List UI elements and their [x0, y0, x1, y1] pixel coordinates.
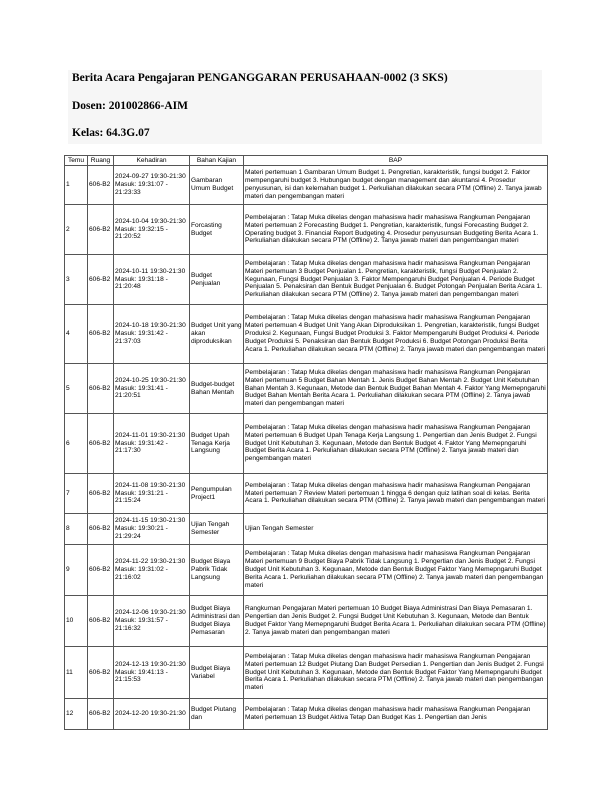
class-line: Kelas: 64.3G.07	[72, 127, 150, 139]
cell-kehadiran: 2024-11-01 19:30-21:30 Masuk: 19:31:42 - 21:17:30	[114, 414, 190, 474]
cell-bahan-kajian: Budget Biaya Variabel	[190, 647, 244, 699]
cell-bahan-kajian: Pengumpulan Project1	[190, 474, 244, 514]
cell-ruang: 606-B2	[88, 474, 114, 514]
cell-kehadiran: 2024-11-08 19:30-21:30 Masuk: 19:31:21 - 21:15:24	[114, 474, 190, 514]
column-header-ruang: Ruang	[88, 156, 114, 166]
table-row	[65, 205, 548, 255]
cell-kehadiran: 2024-12-13 19:30-21:30 Masuk: 19:41:13 - 21:15:53	[114, 647, 190, 699]
cell-ruang: 606-B2	[88, 205, 114, 255]
cell-temu: 6	[65, 414, 88, 474]
cell-ruang: 606-B2	[88, 305, 114, 364]
cell-bahan-kajian: Budget Upah Tenaga Kerja Langsung	[190, 414, 244, 474]
cell-bap: Ujian Tengah Semester	[244, 514, 548, 545]
table-row	[65, 545, 548, 596]
table-row	[65, 166, 548, 205]
cell-temu: 8	[65, 514, 88, 545]
cell-bap: Pembelajaran : Tatap Muka dikelas dengan mahasiswa hadir mahasiswa Rangkuman Pengajaran Materi pertemuan 9 Budget Biaya Pabrik Tidak Langsung 1. Pengertian dan Jenis Budget 2. Fungsi Budget Unit Kebutuhan 3. Kegunaan, Metode dan Bentuk Budget Faktor Yang Memepngaruhi Budget Berita Acara 1. Perkuliahan dilakukan secara PTM (Offline) 2. Tanya jawab materi dan pengembangan materi	[244, 545, 548, 596]
cell-temu: 7	[65, 474, 88, 514]
cell-bahan-kajian: Ujian Tengah Semester	[190, 514, 244, 545]
cell-bap: Pembelajaran : Tatap Muka dikelas dengan mahasiswa hadir mahasiswa Rangkuman Pengajaran Materi pertemuan 5 Budget Bahan Mentah 1. Jenis Budget Bahan Mentah 2. Budget Unit Kebutuhan Bahan Mentah 3. Kegunaan, Metode dan Bentuk Budget Bahan Mentah 4. Faktor Yang Memepngaruhi Budget Bahan Mentah Berita Acara 1. Perkuliahan dilakukan secara PTM (Offline) 2. Tanya jawab materi dan pengembangan materi	[244, 364, 548, 414]
cell-bap: Pembelajaran : Tatap Muka dikelas dengan mahasiswa hadir mahasiswa Rangkuman Pengajaran Materi pertemuan 3 Budget Penjualan 1. Pengretian, karakteristik, fungsi Budget Penjualan 2. Kegunaan, Fungsi Budget Penjualan 3. Faktor Mempengaruhi Budget Penjualan 4. Periode Budget Penjualan 5. Penaksiran dan Bentuk Budget Penjualan 6. Budget Potongan Penjualan Berita Acara 1. Perkuliahan dilakukan secara PTM (Offline) 2. Tanya jawab materi dan pengembangan materi	[244, 255, 548, 305]
cell-temu: 5	[65, 364, 88, 414]
table-row	[65, 647, 548, 699]
lecturer-line: Dosen: 201002866-AIM	[72, 100, 188, 112]
page-title: Berita Acara Pengajaran PENGANGGARAN PERUSAHAAN-0002 (3 SKS)	[72, 72, 448, 84]
cell-bap: Pembelajaran : Tatap Muka dikelas dengan mahasiswa hadir mahasiswa Rangkuman Pengajaran Materi pertemuan 4 Budget Unit Yang Akan Diproduksikan 1. Pengretian, karakteristik, fungsi Budget Produksi 2. Kegunaan, Fungsi Budget Produksi 3. Faktor Mempengaruhi Budget Produksi 4. Periode Budget Produksi 5. Penaksiran dan Bentuk Budget Produksi 6. Budget Potongan Produksi Berita Acara 1. Perkuliahan dilakukan secara PTM (Offline) 2. Tanya jawab materi dan pengembangan materi	[244, 305, 548, 364]
cell-temu: 12	[65, 699, 88, 730]
cell-kehadiran: 2024-10-18 19:30-21:30 Masuk: 19:31:42 - 21:37:03	[114, 305, 190, 364]
cell-ruang: 606-B2	[88, 699, 114, 730]
cell-ruang: 606-B2	[88, 364, 114, 414]
table-row	[65, 514, 548, 545]
table-row	[65, 474, 548, 514]
table-row	[65, 305, 548, 364]
cell-kehadiran: 2024-10-04 19:30-21:30 Masuk: 19:32:15 - 21:20:52	[114, 205, 190, 255]
cell-kehadiran: 2024-11-22 19:30-21:30 Masuk: 19:31:02 - 21:16:02	[114, 545, 190, 596]
table-row	[65, 414, 548, 474]
cell-temu: 10	[65, 596, 88, 647]
table-header-row	[65, 156, 548, 166]
column-header-bahan-kajian: Bahan Kajian	[190, 156, 244, 166]
cell-bahan-kajian: Budget Piutang dan	[190, 699, 244, 730]
cell-bahan-kajian: Budget-budget Bahan Mentah	[190, 364, 244, 414]
cell-ruang: 606-B2	[88, 545, 114, 596]
cell-bap: Pembelajaran : Tatap Muka dikelas dengan mahasiswa hadir mahasiswa Rangkuman Pengajaran Materi pertemuan 6 Budget Upah Tenaga Kerja Langsung 1. Pengertian dan Jenis Budget 2. Fungsi Budget Unit Kebutuhan 3. Kegunaan, Metode dan Bentuk Budget 4. Faktor Yang Memepngaruhi Budget Berita Acara 1. Perkuliahan dilakukan secara PTM (Offline) 2. Tanya jawab materi dan pengembangan materi	[244, 414, 548, 474]
column-header-bap: BAP	[244, 156, 548, 166]
cell-bahan-kajian: Forcasting Budget	[190, 205, 244, 255]
cell-bahan-kajian: Gambaran Umum Budget	[190, 166, 244, 205]
column-header-temu: Temu	[65, 156, 88, 166]
cell-ruang: 606-B2	[88, 414, 114, 474]
cell-ruang: 606-B2	[88, 647, 114, 699]
cell-bahan-kajian: Budget Biaya Administrasi dan Budget Biaya Pemasaran	[190, 596, 244, 647]
cell-temu: 3	[65, 255, 88, 305]
bap-table	[64, 155, 548, 730]
column-header-kehadiran: Kehadiran	[114, 156, 190, 166]
cell-bap: Rangkuman Pengajaran Materi pertemuan 10 Budget Biaya Administrasi Dan Biaya Pemasaran 1. Pengertian dan Jenis Budget 2. Fungsi Budget Unit Kebutuhan 3. Kegunaan, Metode dan Bentuk Budget Faktor Yang Memepngaruhi Budget Berita Acara 1. Perkuliahan dilakukan secara PTM (Offline) 2. Tanya jawab materi dan pengembangan materi	[244, 596, 548, 647]
cell-bap: Pembelajaran : Tatap Muka dikelas dengan mahasiswa hadir mahasiswa Rangkuman Pengajaran Materi pertemuan 2 Forecasting Budget 1. Pengretian, karakteristik, fungsi Forecasting Budget 2. Operating budget 3. Financial Report Budgeting 4. Prosedur penyusunsan Budgeting Berita Acara 1. Perkuliahan dilakukan secara PTM (Offline) 2. Tanya jawab materi dan pengembangan materi	[244, 205, 548, 255]
cell-bahan-kajian: Budget Unit yang akan diproduksikan	[190, 305, 244, 364]
cell-ruang: 606-B2	[88, 596, 114, 647]
cell-temu: 11	[65, 647, 88, 699]
table-row	[65, 364, 548, 414]
cell-bap: Materi pertemuan 1 Gambaran Umum Budget 1. Pengretian, karakteristik, fungsi budget 2. Faktor mempengaruhi budget 3. Hubungan budget dengan management dan akuntansi 4. Prosedur penyusunan, isi dan kelemahan budget 1. Perkuliahan dilakukan secara PTM (Offline) 2. Tanya jawab materi dan pengembangan materi	[244, 166, 548, 205]
cell-ruang: 606-B2	[88, 514, 114, 545]
cell-kehadiran: 2024-09-27 19:30-21:30 Masuk: 19:31:07 - 21:23:33	[114, 166, 190, 205]
cell-bap: Pembelajaran : Tatap Muka dikelas dengan mahasiswa hadir mahasiswa Rangkuman Pengajaran Materi pertemuan 7 Review Materi pertemuan 1 hingga 6 dengan quiz latihan soal di kelas. Berita Acara 1. Perkuliahan dilakukan secara PTM (Offline) 2. Tanya jawab materi dan pengembangan materi	[244, 474, 548, 514]
cell-bap: Pembelajaran : Tatap Muka dikelas dengan mahasiswa hadir mahasiswa Rangkuman Pengajaran Materi pertemuan 12 Budget Piutang Dan Budget Persedian 1. Pengertian dan Jenis Budget 2. Fungsi Budget Unit Kebutuhan 3. Kegunaan, Metode dan Bentuk Budget Faktor Yang Memepngaruhi Budget Berita Acara 1. Perkuliahan dilakukan secara PTM (Offline) 2. Tanya jawab materi dan pengembangan materi	[244, 647, 548, 699]
table-row	[65, 255, 548, 305]
cell-ruang: 606-B2	[88, 166, 114, 205]
cell-bap: Pembelajaran : Tatap Muka dikelas dengan mahasiswa hadir mahasiswa Rangkuman Pengajaran Materi pertemuan 13 Budget Aktiva Tetap Dan Budget Kas 1. Pengertian dan Jenis	[244, 699, 548, 730]
cell-bahan-kajian: Budget Biaya Pabrik Tidak Langsung	[190, 545, 244, 596]
cell-temu: 2	[65, 205, 88, 255]
table-row	[65, 699, 548, 730]
cell-kehadiran: 2024-12-06 19:30-21:30 Masuk: 19:31:57 - 21:16:32	[114, 596, 190, 647]
table-row	[65, 596, 548, 647]
cell-ruang: 606-B2	[88, 255, 114, 305]
cell-bahan-kajian: Budget Penjualan	[190, 255, 244, 305]
cell-kehadiran: 2024-10-25 19:30-21:30 Masuk: 19:31:41 - 21:20:51	[114, 364, 190, 414]
cell-kehadiran: 2024-12-20 19:30-21:30	[114, 699, 190, 730]
cell-temu: 1	[65, 166, 88, 205]
cell-temu: 9	[65, 545, 88, 596]
cell-kehadiran: 2024-11-15 19:30-21:30 Masuk: 19:30:21 - 21:29:24	[114, 514, 190, 545]
cell-kehadiran: 2024-10-11 19:30-21:30 Masuk: 19:31:18 - 21:20:48	[114, 255, 190, 305]
cell-temu: 4	[65, 305, 88, 364]
